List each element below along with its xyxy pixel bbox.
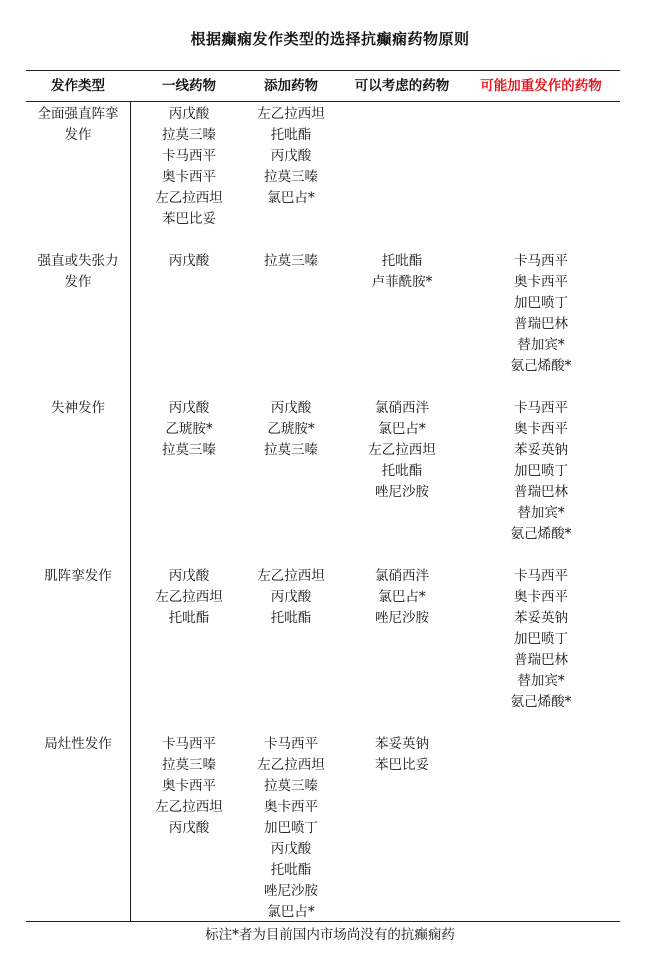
- seizure-type-cell: [26, 734, 130, 755]
- drug-name: 左乙拉西坦: [155, 589, 223, 605]
- first-line-cell: [130, 104, 248, 230]
- drug-name: 托吡酯: [270, 610, 312, 626]
- drug-name: 唑尼沙胺: [375, 484, 429, 500]
- drug-name: 丙戊酸: [168, 253, 210, 269]
- drug-name: 普瑞巴林: [514, 652, 568, 668]
- drug-name: 奥卡西平: [514, 274, 568, 290]
- header-rule: [26, 101, 620, 102]
- drug-name: 苯巴比妥: [375, 757, 429, 773]
- adjunct-cell: [236, 398, 346, 461]
- drug-name: 氨己烯酸*: [510, 358, 572, 374]
- adjunct-cell: [236, 104, 346, 209]
- seizure-type-line: 发作: [64, 274, 92, 290]
- drug-name: 左乙拉西坦: [257, 106, 325, 122]
- seizure-type-line: 发作: [64, 127, 92, 143]
- drug-name: 氯巴占*: [267, 190, 315, 206]
- drug-name: 奥卡西平: [162, 169, 216, 185]
- adjunct-cell: [236, 251, 346, 272]
- header-seizure-type: 发作类型: [51, 78, 105, 94]
- drug-name: 奥卡西平: [514, 589, 568, 605]
- drug-name: 左乙拉西坦: [257, 757, 325, 773]
- drug-name: 丙戊酸: [168, 106, 210, 122]
- header-adjunct: 添加药物: [264, 78, 318, 94]
- drug-name: 普瑞巴林: [514, 484, 568, 500]
- drug-name: 卡马西平: [514, 568, 568, 584]
- drug-name: 丙戊酸: [270, 148, 312, 164]
- drug-name: 唑尼沙胺: [375, 610, 429, 626]
- drug-name: 拉莫三嗪: [162, 442, 216, 458]
- drug-name: 奥卡西平: [162, 778, 216, 794]
- seizure-type-line: 强直或失张力: [37, 253, 119, 269]
- drug-name: 奥卡西平: [264, 799, 318, 815]
- drug-name: 拉莫三嗪: [264, 778, 318, 794]
- drug-name: 左乙拉西坦: [368, 442, 436, 458]
- drug-name: 卡马西平: [162, 736, 216, 752]
- drug-name: 左乙拉西坦: [155, 190, 223, 206]
- drug-name: 丙戊酸: [168, 400, 210, 416]
- drug-name: 乙琥胺*: [165, 421, 213, 437]
- may-worsen-cell: [476, 251, 606, 377]
- drug-name: 丙戊酸: [270, 589, 312, 605]
- adjunct-cell: [236, 734, 346, 923]
- drug-name: 加巴喷丁: [264, 820, 318, 836]
- drug-name: 托吡酯: [168, 610, 210, 626]
- adjunct-cell: [236, 566, 346, 629]
- drug-name: 加巴喷丁: [514, 631, 568, 647]
- header-first-line: 一线药物: [162, 78, 216, 94]
- drug-name: 加巴喷丁: [514, 295, 568, 311]
- drug-name: 苯妥英钠: [514, 610, 568, 626]
- top-rule: [26, 70, 620, 71]
- may-worsen-cell: [476, 566, 606, 713]
- consider-cell: [342, 398, 462, 503]
- drug-name: 丙戊酸: [270, 400, 312, 416]
- drug-name: 氯硝西泮: [375, 568, 429, 584]
- drug-name: 普瑞巴林: [514, 316, 568, 332]
- drug-name: 加巴喷丁: [514, 463, 568, 479]
- consider-cell: [342, 566, 462, 629]
- drug-name: 丙戊酸: [270, 841, 312, 857]
- drug-name: 卡马西平: [514, 400, 568, 416]
- seizure-type-line: 局灶性发作: [44, 736, 112, 752]
- drug-name: 卡马西平: [514, 253, 568, 269]
- drug-name: 苯巴比妥: [162, 211, 216, 227]
- drug-name: 氯巴占*: [267, 904, 315, 920]
- drug-name: 托吡酯: [381, 253, 423, 269]
- footnote: 标注*者为目前国内市场尚没有的抗癫痫药: [205, 927, 455, 943]
- seizure-type-line: 失神发作: [51, 400, 105, 416]
- drug-name: 苯妥英钠: [375, 736, 429, 752]
- drug-name: 替加宾*: [517, 673, 565, 689]
- drug-name: 拉莫三嗪: [162, 757, 216, 773]
- first-line-cell: [130, 734, 248, 839]
- drug-name: 拉莫三嗪: [162, 127, 216, 143]
- seizure-type-cell: [26, 566, 130, 587]
- drug-name: 氨己烯酸*: [510, 694, 572, 710]
- drug-name: 替加宾*: [517, 505, 565, 521]
- drug-name: 拉莫三嗪: [264, 253, 318, 269]
- may-worsen-cell: [476, 398, 606, 545]
- drug-name: 乙琥胺*: [267, 421, 315, 437]
- drug-name: 拉莫三嗪: [264, 442, 318, 458]
- bottom-rule: [26, 921, 620, 922]
- drug-name: 苯妥英钠: [514, 442, 568, 458]
- header-may-worsen: 可能加重发作的药物: [480, 78, 602, 94]
- drug-name: 托吡酯: [270, 127, 312, 143]
- drug-name: 左乙拉西坦: [155, 799, 223, 815]
- first-line-cell: [130, 251, 248, 272]
- drug-name: 托吡酯: [381, 463, 423, 479]
- consider-cell: [342, 251, 462, 293]
- drug-name: 氯巴占*: [378, 589, 426, 605]
- drug-name: 氯巴占*: [378, 421, 426, 437]
- consider-cell: [342, 734, 462, 776]
- drug-name: 左乙拉西坦: [257, 568, 325, 584]
- drug-name: 丙戊酸: [168, 568, 210, 584]
- drug-name: 氨己烯酸*: [510, 526, 572, 542]
- seizure-type-cell: [26, 104, 130, 146]
- drug-name: 卢菲酰胺*: [371, 274, 433, 290]
- seizure-type-line: 全面强直阵挛: [37, 106, 119, 122]
- drug-name: 氯硝西泮: [375, 400, 429, 416]
- first-line-cell: [130, 398, 248, 461]
- drug-name: 托吡酯: [270, 862, 312, 878]
- drug-name: 卡马西平: [264, 736, 318, 752]
- drug-name: 拉莫三嗪: [264, 169, 318, 185]
- seizure-type-cell: [26, 251, 130, 293]
- seizure-type-cell: [26, 398, 130, 419]
- table-title: 根据癫痫发作类型的选择抗癫痫药物原则: [190, 30, 470, 48]
- seizure-type-line: 肌阵挛发作: [44, 568, 112, 584]
- drug-name: 唑尼沙胺: [264, 883, 318, 899]
- drug-name: 卡马西平: [162, 148, 216, 164]
- drug-name: 替加宾*: [517, 337, 565, 353]
- first-line-cell: [130, 566, 248, 629]
- header-consider: 可以考虑的药物: [354, 78, 450, 94]
- drug-name: 丙戊酸: [168, 820, 210, 836]
- drug-name: 奥卡西平: [514, 421, 568, 437]
